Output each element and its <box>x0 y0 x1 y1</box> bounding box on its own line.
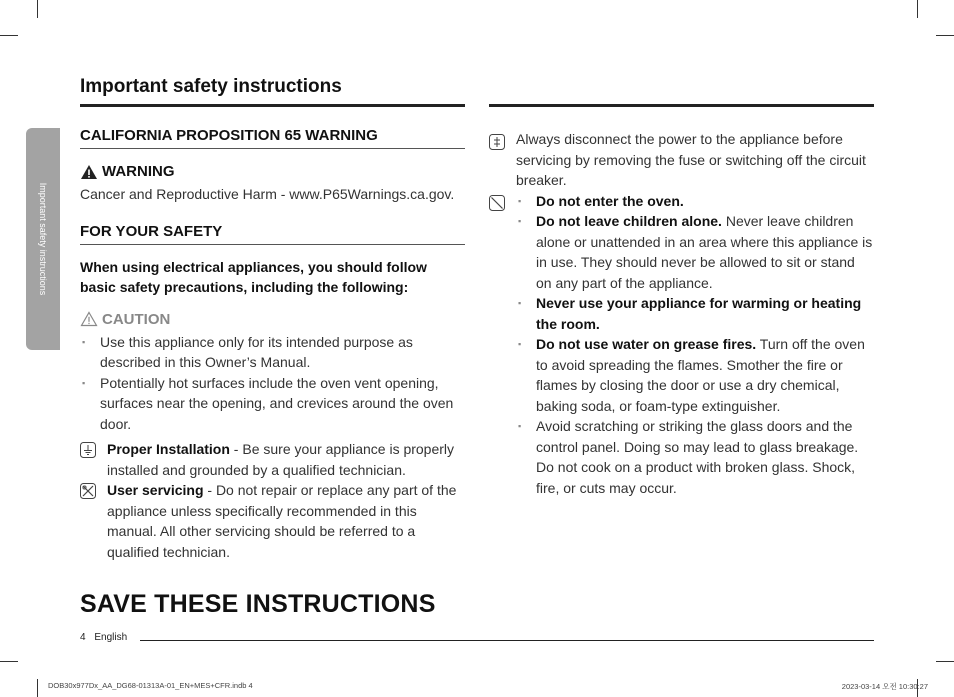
bullet-text: Never leave children alone or unattended in an area where this appliance is in use. They should never be allowed to sit or stand on any part of the appliance. <box>536 213 873 291</box>
page-footer <box>80 632 127 643</box>
page-number: 4 <box>80 632 86 643</box>
print-filename: DOB30x977Dx_AA_DG68-01313A-01_EN+MES+CFR.indb 4 <box>48 681 253 690</box>
right-column <box>489 129 874 498</box>
footer-rule <box>140 640 874 641</box>
prohibition-list <box>516 191 874 499</box>
caution-label-text: CAUTION <box>102 310 171 328</box>
crop-mark <box>936 35 954 36</box>
bullet-text: Turn off the oven to avoid spreading the flames. Smother the fire or flames by closing the door or use a dry chemical, baking soda, or foam-type extinguisher. <box>536 336 865 414</box>
servicing-item <box>80 480 465 562</box>
bullet-lead: Never use your appliance for warming or heating the room. <box>536 295 862 332</box>
servicing-lead: User servicing <box>107 482 204 498</box>
left-column <box>80 127 465 562</box>
list-item <box>516 293 874 334</box>
prop65-text: Cancer and Reproductive Harm - www.P65Warnings.ca.gov. <box>80 186 455 202</box>
list-item <box>516 211 874 293</box>
warning-icon <box>80 164 98 180</box>
list-item <box>516 191 874 212</box>
installation-item <box>80 439 465 480</box>
page-title: Important safety instructions <box>80 76 342 97</box>
crop-mark <box>917 0 918 18</box>
bullet-lead: Do not enter the oven. <box>536 192 684 209</box>
list-item <box>516 416 874 498</box>
unplug-icon <box>489 134 505 150</box>
disconnect-item <box>489 129 874 191</box>
prohibitions <box>489 191 874 499</box>
crop-mark <box>936 661 954 662</box>
crop-mark <box>37 0 38 18</box>
side-tab <box>26 128 60 350</box>
no-tools-icon <box>80 483 96 499</box>
installation-lead: Proper Installation <box>107 441 230 457</box>
disconnect-text: Always disconnect the power to the appliance before servicing by removing the fuse or switching off the circuit breaker. <box>516 131 866 188</box>
bullet-lead: Do not leave children alone. <box>536 213 722 229</box>
caution-list <box>80 332 465 435</box>
bullet-lead: Do not use water on grease fires. <box>536 336 757 352</box>
list-item <box>516 334 874 416</box>
header-rule-left <box>80 104 465 107</box>
footer-language: English <box>94 632 128 643</box>
crop-mark <box>0 35 18 36</box>
safety-title: FOR YOUR SAFETY <box>80 223 465 245</box>
list-item: ▪ Potentially hot surfaces include the oven vent opening, surfaces near the opening, and crevices around the oven door. <box>80 373 465 435</box>
warning-label-text: WARNING <box>102 163 175 180</box>
print-timestamp: 2023-03-14 오전 10:30:27 <box>841 682 928 691</box>
caution-label <box>80 311 465 328</box>
save-instructions-heading: SAVE THESE INSTRUCTIONS <box>80 590 436 618</box>
ground-icon <box>80 442 96 458</box>
side-tab-label: Important safety instructions <box>38 182 48 296</box>
warning-label <box>80 163 465 180</box>
installation-text: - Be sure your appliance is properly installed and grounded by a qualified technician. <box>107 441 455 478</box>
crop-mark <box>0 661 18 662</box>
prohibited-icon <box>489 195 505 211</box>
safety-intro: When using electrical appliances, you should follow basic safety precautions, including the following: <box>80 258 427 295</box>
list-item: ▪ Use this appliance only for its intended purpose as described in this Owner’s Manual. <box>80 332 465 373</box>
bullet-text: Avoid scratching or striking the glass doors and the control panel. Doing so may lead to glass breakage. Do not cook on a product with broken glass. Shock, fire, or cuts may occur. <box>536 418 859 496</box>
crop-mark <box>37 679 38 697</box>
california-title: CALIFORNIA PROPOSITION 65 WARNING <box>80 127 465 149</box>
caution-icon <box>80 311 98 327</box>
header-rule-right <box>489 104 874 107</box>
servicing-text: - Do not repair or replace any part of the appliance unless specifically recommended in this manual. All other servicing should be referred to a qualified technician. <box>107 482 457 560</box>
